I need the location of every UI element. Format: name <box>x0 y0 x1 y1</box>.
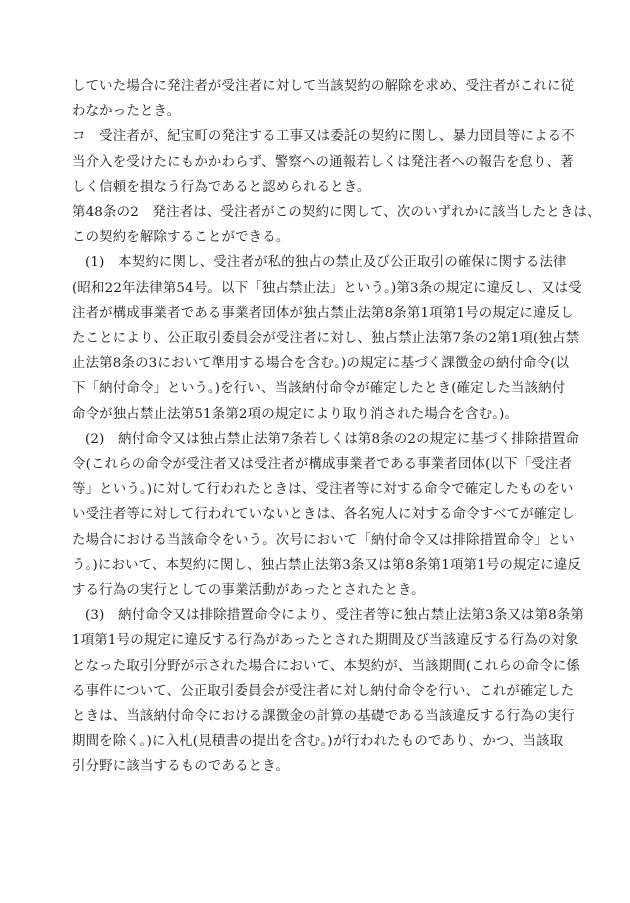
text-line: (3) 納付命令又は排除措置命令により、受注者等に独占禁止法第3条又は第8条第 <box>85 608 585 624</box>
text-line: しく信頼を損なう行為であると認められるとき。 <box>72 179 371 195</box>
text-line: コ 受注者が、紀宝町の発注する工事又は委託の契約に関し、暴力団員等による不 <box>72 129 575 145</box>
text-line: 1項第1号の規定に違反する行為があったとされた期間及び当該違反する行為の対象 <box>72 633 579 649</box>
text-line: 第48条の2 発注者は、受注者がこの契約に関して、次のいずれかに該当したときは、 <box>72 205 601 221</box>
clause-3-paragraph <box>72 603 585 779</box>
text-line: (1) 本契約に関し、受注者が私的独占の禁止及び公正取引の確保に関する法律 <box>85 255 567 271</box>
text-line: ときは、当該納付命令における課徴金の計算の基礎である当該違反する行為の実行 <box>72 709 575 725</box>
text-line: 当介入を受けたにもかかわらず、警察への通報若しくは発注者への報告を怠り、著 <box>72 154 574 170</box>
text-line: わなかったとき。 <box>72 104 181 120</box>
text-line: となった取引分野が示された場合において、本契約が、当該期間(これらの命令に係 <box>72 658 581 674</box>
text-line: 命令が独占禁止法第51条第2項の規定により取り消された場合を含む。)。 <box>72 406 519 422</box>
text-line: する行為の実行としての事業活動があったとされたとき。 <box>72 583 425 599</box>
article-48-2-paragraph <box>72 200 601 250</box>
text-line: していた場合に発注者が受注者に対して当該契約の解除を求め、受注者がこれに従 <box>72 79 575 94</box>
clause-1-paragraph <box>72 250 582 426</box>
text-line: (昭和22年法律第54号。以下「独占禁止法」という。)第3条の規定に違反し、又は受 <box>72 280 582 296</box>
text-line: 止法第8条の3において準用する場合を含む。)の規定に基づく課徴金の納付命令(以 <box>72 356 570 372</box>
text-line: た場合における当該命令をいう。次号において「納付命令又は排除措置命令」とい <box>72 532 575 548</box>
continuation-paragraph <box>72 74 575 124</box>
text-line: 注者が構成事業者である事業者団体が独占禁止法第8条第1項第1号の規定に違反し <box>72 305 574 321</box>
text-line: う。)において、本契約に関し、独占禁止法第3条又は第8条第1項第1号の規定に違反 <box>72 557 582 573</box>
item-ko-paragraph <box>72 124 575 200</box>
clause-2-paragraph <box>72 427 582 603</box>
text-line: 令(これらの命令が受注者又は受注者が構成事業者である事業者団体(以下「受注者 <box>72 457 573 473</box>
text-line: この契約を解除することができる。 <box>72 230 290 246</box>
text-line: 等」という。)に対して行われたときは、受注者等に対する命令で確定したものをい <box>72 482 574 498</box>
text-line: 引分野に該当するものであるとき。 <box>72 759 289 775</box>
text-line: たことにより、公正取引委員会が受注者に対し、独占禁止法第7条の2第1項(独占禁 <box>72 331 580 347</box>
text-line: い受注者等に対して行われていないときは、各名宛人に対する命令すべてが確定し <box>72 507 575 523</box>
text-line: 下「納付命令」という。)を行い、当該納付命令が確定したとき(確定した当該納付 <box>72 381 566 397</box>
text-line: (2) 納付命令又は独占禁止法第7条若しくは第8条の2の規定に基づく排除措置命 <box>85 431 580 447</box>
text-line: 期間を除く。)に入札(見積書の提出を含む。)が行われたものであり、かつ、当該取 <box>72 734 564 750</box>
text-line: る事件について、公正取引委員会が受注者に対し納付命令を行い、これが確定した <box>72 683 575 699</box>
